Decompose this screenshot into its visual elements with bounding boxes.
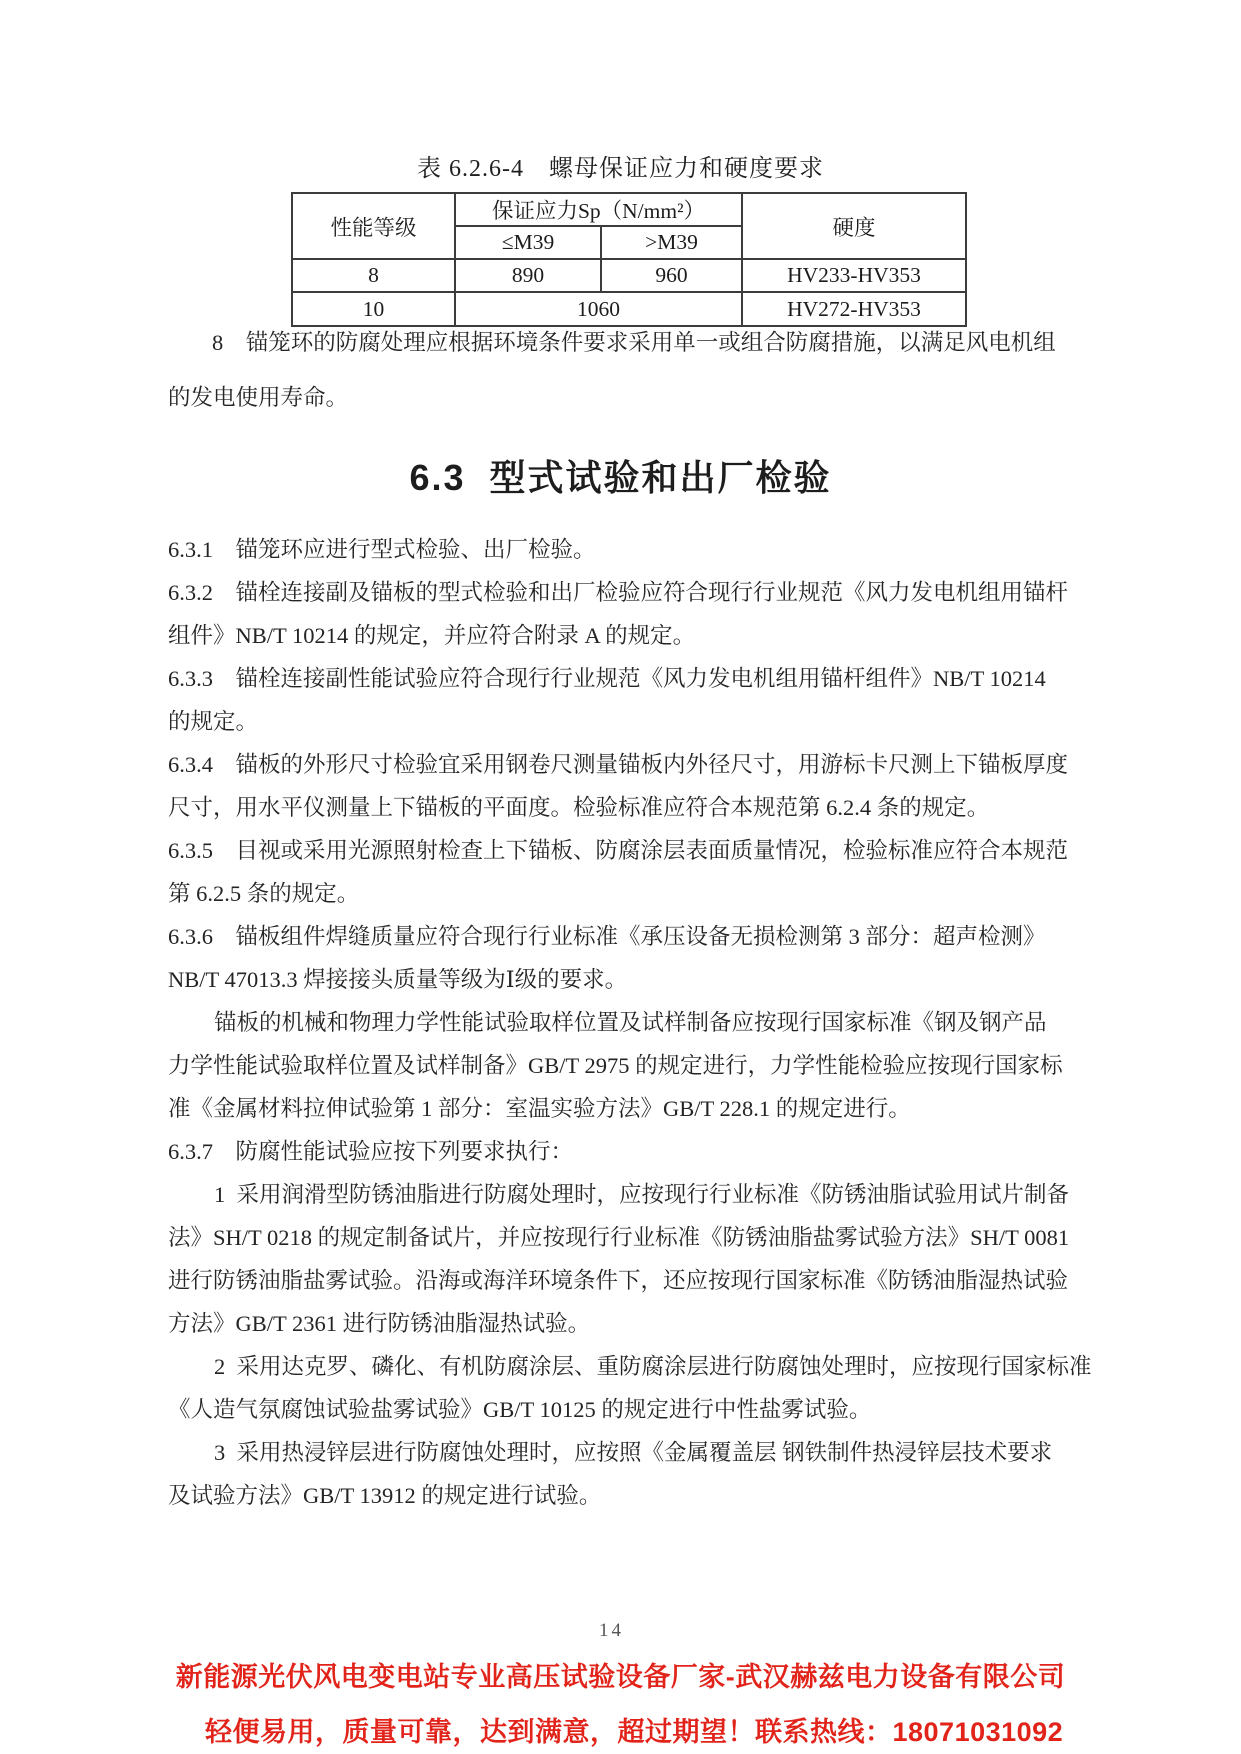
body-line: 方法》GB/T 2361 进行防锈油脂湿热试验。 (168, 1311, 591, 1336)
body-line: 锚板的机械和物理力学性能试验取样位置及试样制备应按现行国家标准《钢及钢产品 (214, 1010, 1047, 1035)
cell-hardness-10: HV272-HV353 (742, 292, 966, 326)
body-line: 的规定。 (168, 709, 259, 734)
body-line: 进行防锈油脂盐雾试验。沿海或海洋环境条件下，还应按现行国家标准《防锈油脂湿热试验 (168, 1268, 1069, 1293)
body-line: 3 采用热浸锌层进行防腐蚀处理时，应按照《金属覆盖层 钢铁制件热浸锌层技术要求 (214, 1440, 1053, 1465)
body-line: 6.3.1 锚笼环应进行型式检验、出厂检验。 (168, 537, 596, 562)
table-row (292, 259, 966, 292)
footer-company-line: 新能源光伏风电变电站专业高压试验设备厂家-武汉赫兹电力设备有限公司 (175, 1662, 1066, 1692)
table-title: 表 6.2.6-4 螺母保证应力和硬度要求 (417, 156, 824, 182)
body-line: 6.3.2 锚栓连接副及锚板的型式检验和出厂检验应符合现行行业规范《风力发电机组用锚杆 (168, 580, 1069, 605)
cell-hardness-8: HV233-HV353 (742, 259, 966, 292)
body-line: 组件》NB/T 10214 的规定，并应符合附录 A 的规定。 (168, 623, 696, 648)
body-line: 法》SH/T 0218 的规定制备试片，并应按现行行业标准《防锈油脂盐雾试验方法》SH/T 0081 (168, 1225, 1070, 1250)
page-number: 14 (599, 1620, 624, 1641)
cell-le-890: 890 (455, 259, 601, 292)
body-line: 2 采用达克罗、磷化、有机防腐涂层、重防腐涂层进行防腐蚀处理时，应按现行国家标准 (214, 1354, 1092, 1379)
body-line: 1 采用润滑型防锈油脂进行防腐处理时，应按现行行业标准《防锈油脂试验用试片制备 (214, 1182, 1070, 1207)
body-line: 准《金属材料拉伸试验第 1 部分：室温实验方法》GB/T 228.1 的规定进行。 (168, 1096, 911, 1121)
paragraph-8-line-1: 8 锚笼环的防腐处理应根据环境条件要求采用单一或组合防腐措施，以满足风电机组 (212, 330, 1056, 355)
header-le-m39: ≤M39 (455, 226, 601, 259)
header-gt-m39: >M39 (601, 226, 742, 259)
body-line: 6.3.4 锚板的外形尺寸检验宜采用钢卷尺测量锚板内外径尺寸，用游标卡尺测上下锚板厚度 (168, 752, 1069, 777)
cell-grade-10: 10 (292, 292, 455, 326)
cell-merged-1060: 1060 (455, 292, 742, 326)
header-proof-stress: 保证应力Sp（N/mm²） (455, 193, 742, 226)
body-line: 6.3.3 锚栓连接副性能试验应符合现行行业规范《风力发电机组用锚杆组件》NB/T 10214 (168, 666, 1046, 691)
header-grade: 性能等级 (292, 193, 455, 259)
body-line: 尺寸，用水平仪测量上下锚板的平面度。检验标准应符合本规范第 6.2.4 条的规定。 (168, 795, 990, 820)
footer-slogan-line (205, 1710, 1064, 1749)
header-hardness: 硬度 (742, 193, 966, 259)
body-line: 6.3.5 目视或采用光源照射检查上下锚板、防腐涂层表面质量情况，检验标准应符合本规范 (168, 838, 1069, 863)
footer-slogan: 轻便易用，质量可靠，达到满意，超过期望！ (205, 1717, 755, 1747)
cell-gt-960: 960 (601, 259, 742, 292)
paragraph-8-line-2: 的发电使用寿命。 (168, 385, 349, 410)
body-text (168, 528, 1093, 1517)
footer-hotline: 联系热线：18071031092 (755, 1717, 1064, 1747)
body-line: 第 6.2.5 条的规定。 (168, 881, 360, 906)
section-heading: 6.3 型式试验和出厂检验 (409, 457, 832, 498)
body-line: 《人造气氛腐蚀试验盐雾试验》GB/T 10125 的规定进行中性盐雾试验。 (168, 1397, 872, 1422)
body-line: 6.3.6 锚板组件焊缝质量应符合现行行业标准《承压设备无损检测第 3 部分：超声检测》 (168, 924, 1046, 949)
spec-table (291, 192, 967, 327)
cell-grade-8: 8 (292, 259, 455, 292)
body-line: 及试验方法》GB/T 13912 的规定进行试验。 (168, 1483, 602, 1508)
body-line: NB/T 47013.3 焊接接头质量等级为Ⅰ级的要求。 (168, 967, 628, 992)
table-row (292, 292, 966, 326)
body-line: 6.3.7 防腐性能试验应按下列要求执行： (168, 1139, 574, 1164)
body-line: 力学性能试验取样位置及试样制备》GB/T 2975 的规定进行，力学性能检验应按现行国家标 (168, 1053, 1063, 1078)
